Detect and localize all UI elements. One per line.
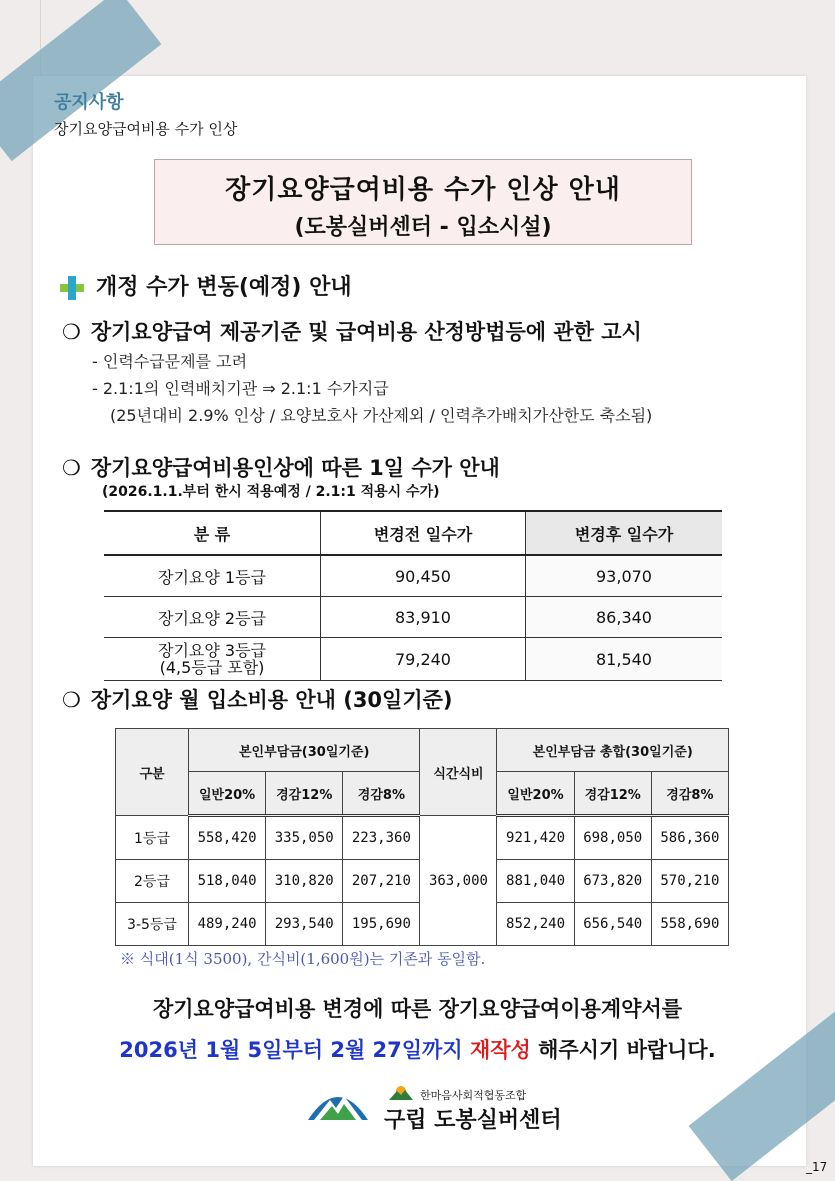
table-cell: 293,540 [266, 903, 343, 946]
circle-bullet-icon: ❍ [62, 456, 81, 480]
table-cell: 83,910 [321, 597, 526, 638]
section1-heading-text: 장기요양급여 제공기준 및 급여비용 산정방법등에 관한 고시 [90, 320, 642, 344]
table-header-row [116, 729, 729, 772]
table-row [104, 555, 722, 597]
table-row [104, 597, 722, 638]
table-cell: 586,360 [651, 816, 728, 860]
table-cell: 310,820 [266, 860, 343, 903]
center-name: 구립 도봉실버센터 [384, 1108, 562, 1133]
table-cell: 881,040 [497, 860, 574, 903]
table-header: 본인부담금 총합(30일기준) [497, 729, 729, 772]
section2-heading [62, 452, 500, 482]
table-header: 본인부담금(30일기준) [189, 729, 420, 772]
table-cell: 86,340 [526, 597, 723, 638]
table-cell: 223,360 [343, 816, 420, 860]
closing-date-range: 2026년 1월 5일부터 2월 27일까지 [119, 1038, 463, 1062]
meal-footnote: ※ 식대(1식 3500), 간식비(1,600원)는 기존과 동일함. [120, 950, 486, 968]
coop-name: 한마음사회적협동조합 [420, 1089, 527, 1102]
table-cell: 81,540 [526, 638, 723, 681]
mountain-logo-icon [306, 1084, 370, 1124]
table-header: 구분 [116, 729, 189, 816]
section3-heading-text: 장기요양 월 입소비용 안내 (30일기준) [90, 688, 453, 712]
table-cell: 79,240 [321, 638, 526, 681]
table-cell: 673,820 [574, 860, 651, 903]
table-cell: 207,210 [343, 860, 420, 903]
table-cell: 335,050 [266, 816, 343, 860]
section0-heading: 개정 수가 변동(예정) 안내 [96, 275, 352, 300]
closing-line-1: 장기요양급여비용 변경에 따른 장기요양급여이용계약서를 [152, 997, 683, 1021]
section2-note: (2026.1.1.부터 한시 적용예정 / 2.1:1 적용시 수가) [102, 484, 440, 500]
table-header: 변경후 일수가 [526, 511, 723, 555]
table-cell: 698,050 [574, 816, 651, 860]
closing-rewrite: 재작성 [469, 1038, 531, 1062]
section1-heading [62, 316, 642, 346]
table-cell: 1등급 [116, 816, 189, 860]
table-cell: 570,210 [651, 860, 728, 903]
table-cell: 93,070 [526, 555, 723, 597]
section1-item: (25년대비 2.9% 인상 / 요양보호사 가산제외 / 인력추가배치가산한도 축소됨) [110, 406, 653, 425]
page-number: _17 [806, 1160, 828, 1174]
table-cell: 518,040 [189, 860, 266, 903]
table-cell: 2등급 [116, 860, 189, 903]
table-header-row [104, 511, 722, 555]
table-row [116, 816, 729, 860]
table-cell: 3-5등급 [116, 903, 189, 946]
table-cell: 195,690 [343, 903, 420, 946]
title-sub: (도봉실버센터 - 입소시설) [294, 215, 552, 240]
notice-category: 공지사항 [54, 92, 124, 113]
coop-logo-icon [388, 1085, 414, 1101]
section3-heading [62, 684, 453, 714]
daily-fee-table [104, 510, 722, 681]
table-cell: 90,450 [321, 555, 526, 597]
title-box [154, 159, 692, 245]
circle-bullet-icon: ❍ [62, 688, 81, 712]
circle-bullet-icon: ❍ [62, 320, 81, 344]
title-main: 장기요양급여비용 수가 인상 안내 [225, 175, 621, 205]
notice-subtitle: 장기요양급여비용 수가 인상 [54, 120, 238, 138]
table-cell: 852,240 [497, 903, 574, 946]
table-header: 경감8% [651, 772, 728, 816]
table-row [104, 638, 722, 681]
table-cell: 921,420 [497, 816, 574, 860]
table-header: 경감8% [343, 772, 420, 816]
closing-request: 해주시기 바랍니다. [538, 1038, 716, 1062]
table-header: 경감12% [266, 772, 343, 816]
table-cell: 558,690 [651, 903, 728, 946]
table-header: 분 류 [104, 511, 321, 555]
table-cell: 장기요양 1등급 [104, 555, 321, 597]
section1-item: - 인력수급문제를 고려 [92, 352, 248, 371]
section2-heading-text: 장기요양급여비용인상에 따른 1일 수가 안내 [90, 456, 500, 480]
closing-line-2 [0, 1034, 835, 1064]
table-header: 변경전 일수가 [321, 511, 526, 555]
table-header: 경감12% [574, 772, 651, 816]
table-cell-meal: 363,000 [420, 816, 497, 946]
table-header: 식간식비 [420, 729, 497, 816]
table-cell: 장기요양 2등급 [104, 597, 321, 638]
table-header: 일반20% [189, 772, 266, 816]
table-header: 일반20% [497, 772, 574, 816]
monthly-fee-table [115, 728, 729, 946]
table-cell: 656,540 [574, 903, 651, 946]
plus-icon [60, 276, 84, 300]
section1-item: - 2.1:1의 인력배치기관 ⇒ 2.1:1 수가지급 [92, 379, 389, 398]
table-cell: 558,420 [189, 816, 266, 860]
table-cell: 489,240 [189, 903, 266, 946]
table-cell: 장기요양 3등급 (4,5등급 포함) [104, 638, 321, 681]
